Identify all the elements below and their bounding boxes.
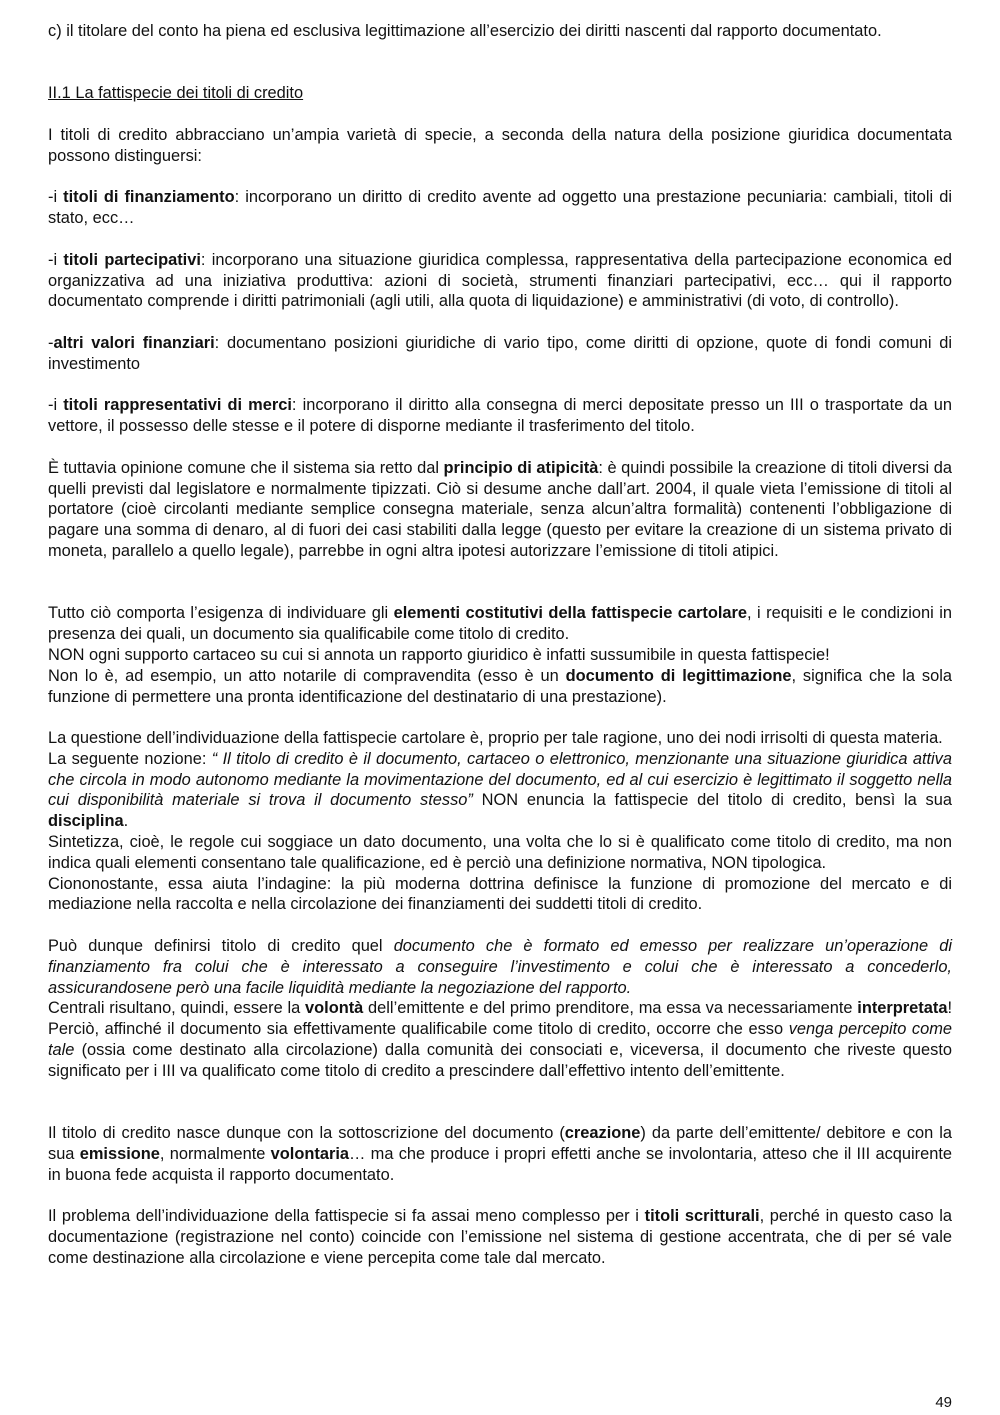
- paragraph-nozione: La seguente nozione: “ Il titolo di credito è il documento, cartaceo o elettronico, menzionante una situazione giuridica attiva che circola in modo autonomo mediante la movimentazione del documento, ed al cui esercizio è legittimato il soggetto nella cui disponibilità materiale si trova il documento stesso” NON enuncia la fattispecie del titolo di credito, bensì la sua disciplina.: [48, 749, 952, 831]
- quote-nozione: “ Il titolo di credito è il documento, cartaceo o elettronico, menzionante una situazione giuridica attiva che circola in modo autonomo mediante la movimentazione del documento, ed al cui esercizio è legittimato il soggetto nella cui disponibilità materiale si trova il documento stesso”: [48, 749, 952, 810]
- paragraph-elementi: Tutto ciò comporta l’esigenza di individuare gli elementi costitutivi della fattispecie cartolare, i requisiti e le condizioni in presenza dei quali, un documento sia qualificabile come titolo di credito.: [48, 604, 953, 644]
- term-emissione: emissione: [79, 1145, 160, 1164]
- term-creazione: creazione: [564, 1124, 641, 1143]
- paragraph-ciononostante: Ciononostante, essa aiuta l’indagine: la più moderna dottrina definisce la funzione di promozione del mercato e di mediazione nella raccolta e nella circolazione dei finanziamenti dei suddetti titoli di credito.: [48, 874, 952, 914]
- paragraph-species: I titoli di credito abbracciano un’ampia varietà di specie, a seconda della natura della posizione giuridica documentata possono distinguersi:: [48, 125, 952, 165]
- term-merci: titoli rappresentativi di merci: [63, 396, 292, 415]
- paragraph-problema: Il problema dell’individuazione della fattispecie si fa assai meno complesso per i titoli scritturali, perché in questo caso la documentazione (registrazione nel conto) coincide con l’emissione nel sistema di gestione accentrata, che di per sé vale come destinazione alla circolazione e viene percepita come tale dal mercato.: [48, 1207, 952, 1268]
- paragraph-non-lo-e: Non lo è, ad esempio, un atto notarile di compravendita (esso è un documento di legittimazione, significa che la sola funzione di permettere una pronta identificazione del destinatario di una prestazione).: [48, 666, 952, 706]
- list-item-merci: -i titoli rappresentativi di merci: incorporano il diritto alla consegna di merci depositate presso un III o trasportate da un vettore, il possesso delle stesse e il potere di disporne mediante il trasferimento del titolo.: [48, 396, 952, 436]
- term-legittimazione: documento di legittimazione: [565, 666, 792, 685]
- term-volonta: volontà: [305, 999, 364, 1018]
- term-interpretata: interpretata: [857, 999, 948, 1018]
- paragraph-non-ogni: NON ogni supporto cartaceo su cui si annota un rapporto giuridico è infatti sussumibile in questa fattispecie!: [48, 645, 830, 664]
- paragraph-definirsi: Può dunque definirsi titolo di credito quel documento che è formato ed emesso per realizzare un’operazione di finanziamento fra colui che è interessato a conseguire l’investimento e colui che è interessato a concederlo, assicurandosene però una facile liquidità mediante la negoziazione del rapporto.: [48, 937, 952, 997]
- paragraph-nasce: Il titolo di credito nasce dunque con la sottoscrizione del documento (creazione) da parte dell’emittente/ debitore e con la sua emissione, normalmente volontaria… ma che produce i propri effetti anche se involontaria, atteso che il III acquirente in buona fede acquista il rapporto documentato.: [48, 1124, 953, 1184]
- term-altri-valori: altri valori finanziari: [53, 333, 215, 352]
- list-item-partecipativi: -i titoli partecipativi: incorporano una situazione giuridica complessa, rappresentativa della partecipazione economica ed organizzativa ad una iniziativa produttiva: azioni di società, strumenti finanziari partecipativi, ecc… qui il rapporto documentato comprende i diritti patrimoniali (agli utili, alla quota di liquidazione) e amministrativi (di voto, di controllo).: [48, 250, 952, 311]
- list-item-altri-valori: -altri valori finanziari: documentano posizioni giuridiche di vario tipo, come diritti di opzione, quote di fondi comuni di investimento: [48, 333, 952, 373]
- term-disciplina: disciplina: [48, 812, 124, 831]
- phrase-percepito: venga percepito come tale: [48, 1020, 952, 1060]
- term-elementi: elementi costitutivi della fattispecie cartolare: [393, 604, 748, 623]
- document-page: [48, 21, 952, 1269]
- term-volontaria: volontaria: [270, 1145, 349, 1164]
- term-atipicita: principio di atipicità: [443, 458, 599, 477]
- paragraph-centrali: Centrali risultano, quindi, essere la volontà dell’emittente e del primo prenditore, ma essa va necessariamente interpretata! Perciò, affinché il documento sia effettivamente qualificabile come titolo di credito, occorre che esso venga percepito come tale (ossia come destinato alla circolazione) dalla comunità dei consociati e, viceversa, il documento che riveste questo significato per i III va qualificato come titolo di credito a prescindere dall’effettivo intento dell’emittente.: [48, 999, 953, 1080]
- paragraph-sintetizza: Sintetizza, cioè, le regole cui soggiace un dato documento, una volta che lo si è qualificato come titolo di credito, ma non indica quali elementi consentano tale qualificazione, ed è perciò una definizione normativa, NON tipologica.: [48, 833, 952, 872]
- section-heading: II.1 La fattispecie dei titoli di credito: [48, 84, 304, 103]
- paragraph-atipicita: È tuttavia opinione comune che il sistema sia retto dal principio di atipicità: è quindi possibile la creazione di titoli diversi da quelli previsti dal legislatore e normalmente tipizzati. Ciò si desume anche dall’art. 2004, il quale vieta l’emissione di titoli al portatore (cioè circolanti mediante semplice consegna materiale, senza alcun’altra formalità) contenenti l’obbligazione di pagare una somma di denaro, al di fuori dei casi stabiliti dalla legge (questo per evitare la creazione di un sistema privato di moneta, parallelo a quello legale), parrebbe in ogni altra ipotesi autorizzare l’emissione di titoli atipici.: [48, 458, 952, 560]
- definition-italic: documento che è formato ed emesso per realizzare un’operazione di finanziamento fra colui che è interessato a conseguire l’investimento e colui che è interessato a concederlo, assicurandosene però una facile liquidità mediante la negoziazione del rapporto.: [48, 937, 952, 997]
- term-finanziamento: titoli di finanziamento: [63, 188, 235, 207]
- list-item-finanziamento: -i titoli di finanziamento: incorporano un diritto di credito avente ad oggetto una prestazione pecuniaria: cambiali, titoli di stato, ecc…: [48, 188, 952, 228]
- paragraph-questione: La questione dell’individuazione della fattispecie cartolare è, proprio per tale ragione, uno dei nodi irrisolti di questa materia.: [48, 729, 943, 748]
- paragraph-intro-c: c) il titolare del conto ha piena ed esclusiva legittimazione all’esercizio dei diritti nascenti dal rapporto documentato.: [48, 22, 882, 40]
- term-partecipativi: titoli partecipativi: [63, 250, 201, 269]
- term-scritturali: titoli scritturali: [644, 1207, 760, 1226]
- page-number: 49: [935, 1394, 952, 1411]
